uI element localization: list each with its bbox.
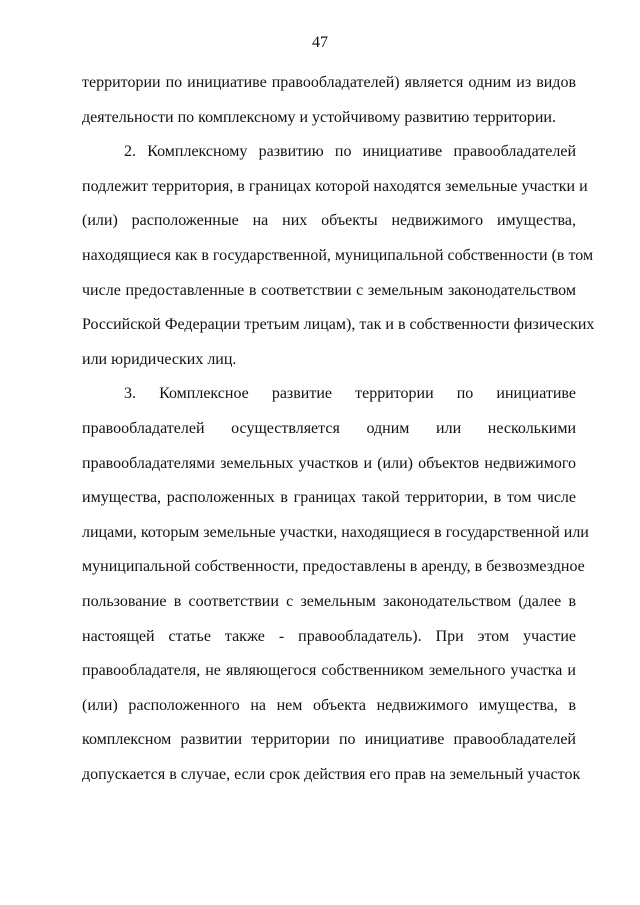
text-line: пользование в соответствии с земельным законодательством (далее в (82, 592, 576, 610)
text-line: правообладателями земельных участков и (или) объектов недвижимого (82, 454, 576, 472)
text-line: (или) расположенного на нем объекта недвижимого имущества, в (82, 696, 576, 714)
text-line: комплексном развитии территории по инициативе правообладателей (82, 731, 576, 749)
text-line: правообладателей осуществляется одним или несколькими (82, 419, 576, 437)
text-line: лицами, которым земельные участки, находящиеся в государственной или (82, 523, 589, 541)
text-line: допускается в случае, если срок действия его прав на земельный участок (82, 765, 581, 783)
text-line: 3. Комплексное развитие территории по инициативе (124, 385, 576, 403)
text-line: правообладателя, не являющегося собственником земельного участка и (82, 662, 576, 680)
text-line: находящиеся как в государственной, муниципальной собственности (в том (82, 246, 594, 264)
text-line: 2. Комплексному развитию по инициативе правообладателей (124, 143, 576, 161)
text-line: муниципальной собственности, предоставлены в аренду, в безвозмездное (82, 558, 585, 576)
text-line: подлежит территория, в границах которой находятся земельные участки и (82, 177, 588, 195)
text-line: территории по инициативе правообладателей) является одним из видов (82, 74, 576, 91)
document-body (82, 66, 595, 792)
text-line: настоящей статье также - правообладатель). При этом участие (82, 627, 576, 645)
text-line: или юридических лиц. (82, 350, 237, 368)
page-number: 47 (312, 34, 328, 51)
text-line: (или) расположенные на них объекты недвижимого имущества, (82, 212, 576, 230)
text-line: Российской Федерации третьим лицам), так и в собственности физических (82, 316, 595, 334)
text-line: деятельности по комплексному и устойчивому развитию территории. (82, 108, 556, 126)
text-line: числе предоставленные в соответствии с земельным законодательством (82, 281, 576, 299)
text-line: имущества, расположенных в границах такой территории, в том числе (82, 489, 576, 507)
